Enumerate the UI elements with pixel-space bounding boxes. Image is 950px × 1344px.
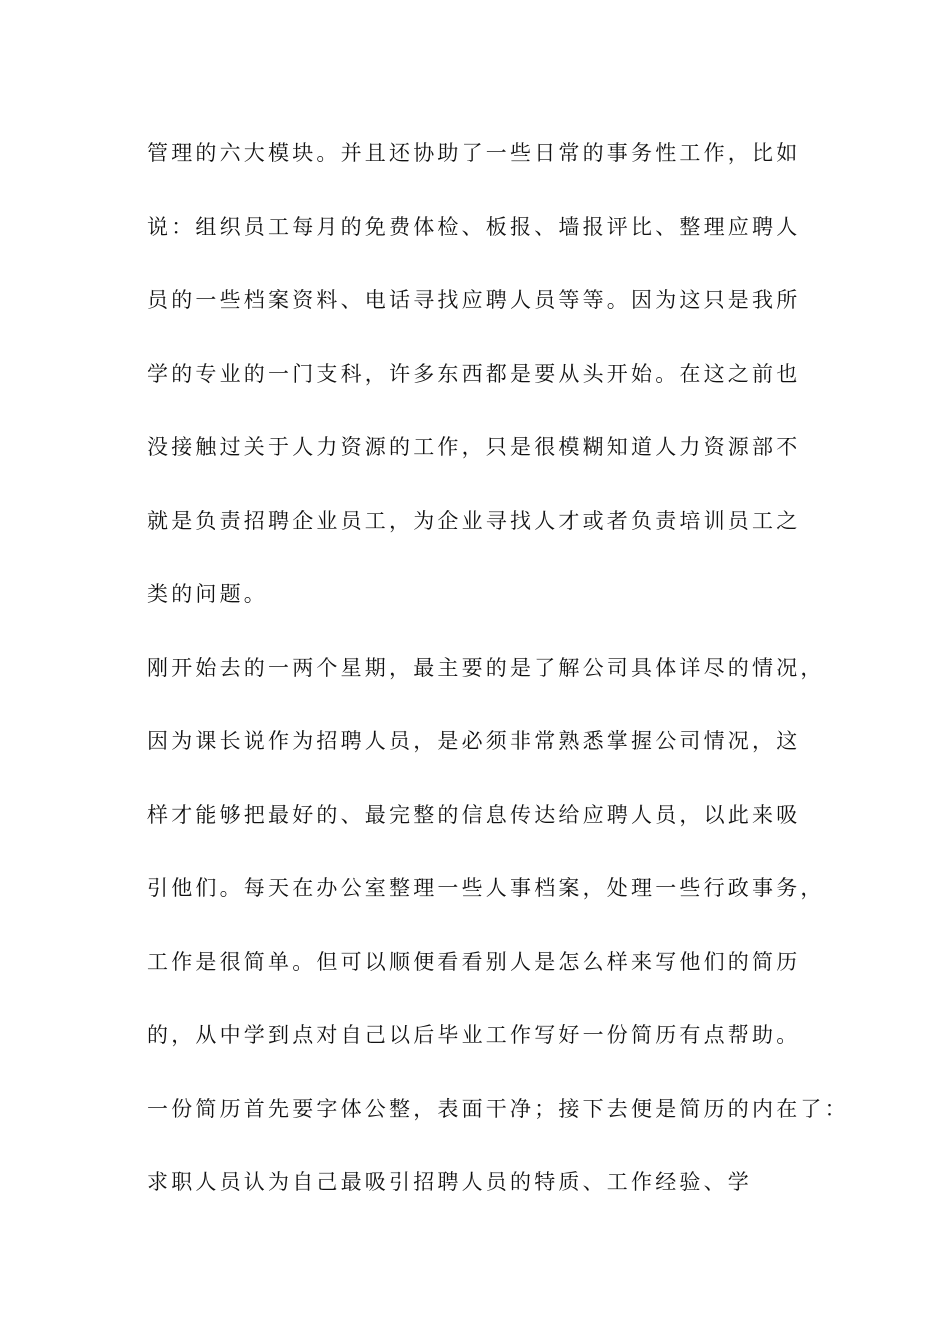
text-line: 刚开始去的一两个星期，最主要的是了解公司具体详尽的情况， — [147, 655, 825, 680]
text-line: 类的问题。 — [147, 582, 268, 606]
text-line: 就是负责招聘企业员工，为企业寻找人才或者负责培训员工之 — [147, 508, 801, 533]
text-line: 因为课长说作为招聘人员，是必须非常熟悉掌握公司情况，这 — [147, 729, 801, 753]
text-line: 说：组织员工每月的免费体检、板报、墙报评比、整理应聘人 — [147, 214, 801, 239]
text-line: 样才能够把最好的、最完整的信息传达给应聘人员，以此来吸 — [147, 802, 801, 827]
body-text — [147, 133, 849, 1236]
text-line: 一份简历首先要字体公整，表面干净；接下去便是简历的内在了： — [147, 1096, 849, 1121]
text-line: 学的专业的一门支科，许多东西都是要从头开始。在这之前也 — [147, 361, 801, 386]
text-line: 没接触过关于人力资源的工作，只是很模糊知道人力资源部不 — [147, 435, 801, 459]
text-line: 引他们。每天在办公室整理一些人事档案，处理一些行政事务， — [147, 876, 825, 900]
text-line: 的，从中学到点对自己以后毕业工作写好一份简历有点帮助。 — [147, 1023, 801, 1047]
text-line: 求职人员认为自己最吸引招聘人员的特质、工作经验、学 — [147, 1170, 752, 1194]
text-line: 员的一些档案资料、电话寻找应聘人员等等。因为这只是我所 — [147, 288, 801, 312]
text-line: 管理的六大模块。并且还协助了一些日常的事务性工作，比如 — [147, 141, 801, 165]
text-line: 工作是很简单。但可以顺便看看别人是怎么样来写他们的简历 — [147, 949, 801, 974]
